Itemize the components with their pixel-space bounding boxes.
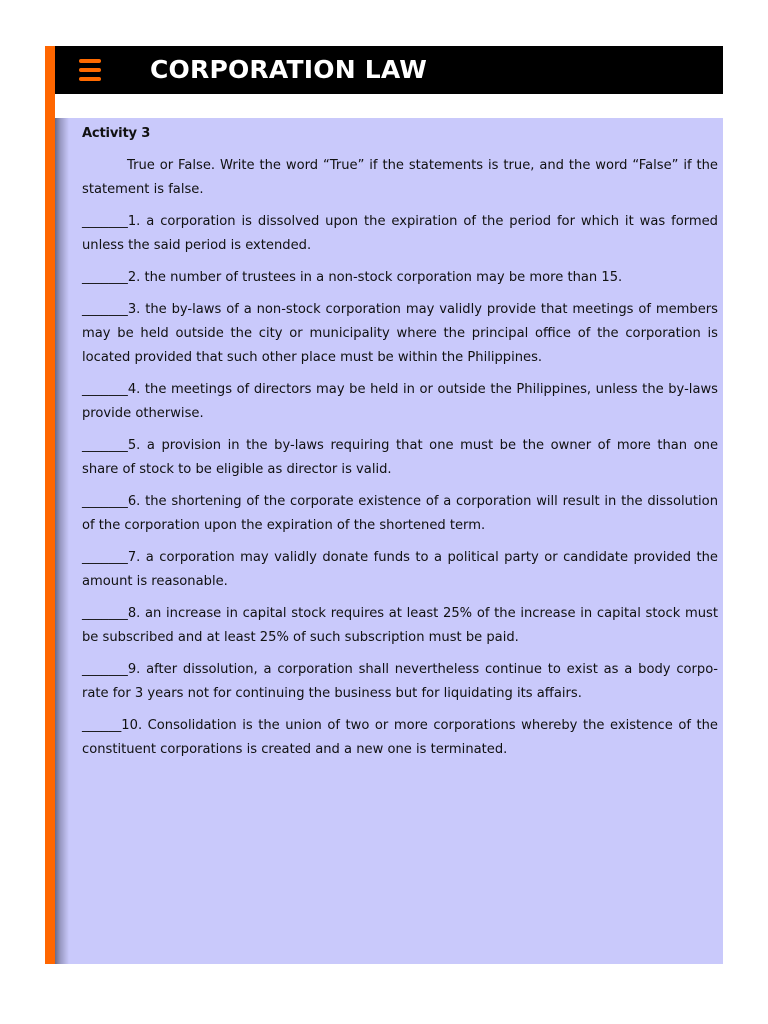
activity-text — [82, 122, 718, 770]
orange-accent-bar — [45, 46, 55, 964]
question-item: ______10. Consolidation is the union of two or more corporations whereby the existence of the constituent corporations is created and a new one is terminated. — [82, 718, 718, 757]
question-item: _______5. a provision in the by-laws requiring that one must be the owner of more than one share of stock to be eligible as director is valid. — [82, 438, 718, 477]
panel-shadow — [55, 118, 69, 964]
header-bar — [55, 46, 723, 94]
activity-panel — [55, 118, 723, 964]
question-item: _______9. after dissolution, a corporation shall nevertheless continue to exist as a body corporate for 3 years not for continuing the business but for liquidating its affairs. — [82, 662, 718, 701]
question-item: _______3. the by-laws of a non-stock corporation may validly provide that meetings of members may be held outside the city or municipality where the principal office of the corporation is located provided that such other place must be within the Philippines. — [82, 302, 718, 365]
menu-line-icon — [79, 59, 101, 63]
question-item: _______2. the number of trustees in a non-stock corporation may be more than 15. — [82, 270, 623, 285]
instructions: True or False. Write the word “True” if the statements is true, and the word “False” if the statement is false. — [82, 158, 718, 197]
activity-title: Activity 3 — [82, 126, 151, 141]
question-item: _______1. a corporation is dissolved upon the expiration of the period for which it was formed unless the said period is extended. — [82, 214, 718, 253]
question-item: _______8. an increase in capital stock requires at least 25% of the increase in capital stock must be subscribed and at least 25% of such subscription must be paid. — [82, 606, 718, 645]
menu-line-icon — [79, 77, 101, 81]
question-item: _______6. the shortening of the corporate existence of a corporation will result in the dissolution of the corporation upon the expiration of the shortened term. — [82, 494, 718, 533]
menu-line-icon — [79, 68, 101, 72]
question-item: _______7. a corporation may validly donate funds to a political party or candidate provided the amount is reasonable. — [82, 550, 718, 589]
hamburger-menu-icon[interactable] — [79, 59, 101, 81]
question-item: _______4. the meetings of directors may be held in or outside the Philippines, unless the by-laws provide otherwise. — [82, 382, 718, 421]
page-title: CORPORATION LAW — [150, 55, 428, 84]
